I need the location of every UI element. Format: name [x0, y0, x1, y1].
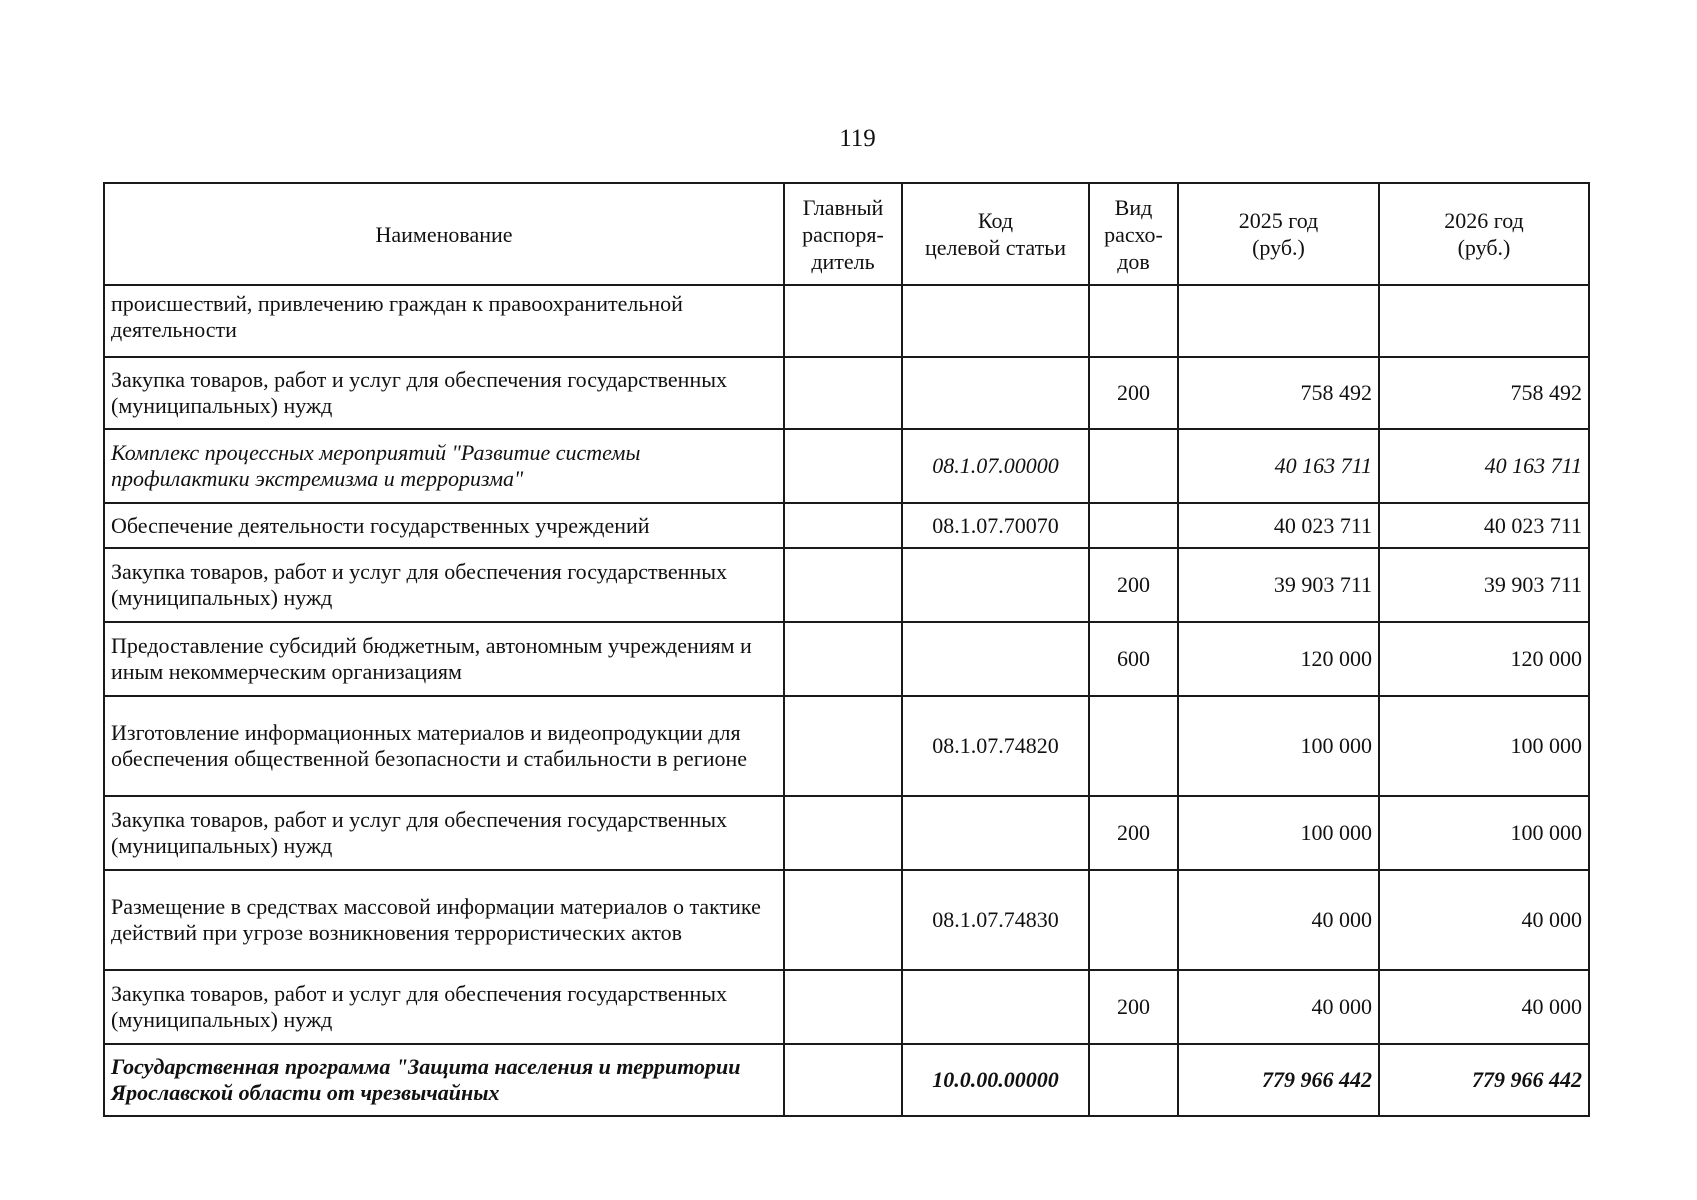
table-header — [104, 183, 1589, 285]
row-code — [902, 357, 1089, 429]
row-2025: 120 000 — [1178, 622, 1379, 696]
row-2025: 39 903 711 — [1178, 548, 1379, 622]
row-type: 600 — [1089, 622, 1178, 696]
row-2025: 779 966 442 — [1178, 1044, 1379, 1116]
table-row — [104, 429, 1589, 503]
row-2025: 40 000 — [1178, 970, 1379, 1044]
row-name: происшествий, привлечению граждан к правоохранительной деятельности — [104, 285, 784, 357]
row-name: Государственная программа "Защита населения и территории Ярославской области от чрезвычайных — [104, 1044, 784, 1116]
header-row — [104, 183, 1589, 285]
row-2026: 100 000 — [1379, 796, 1589, 870]
row-2025: 758 492 — [1178, 357, 1379, 429]
row-name: Закупка товаров, работ и услуг для обеспечения государственных (муниципальных) нужд — [104, 796, 784, 870]
row-2025: 40 023 711 — [1178, 503, 1379, 548]
header-admin-line: Главный — [802, 194, 884, 220]
row-type — [1089, 870, 1178, 970]
table-row — [104, 1044, 1589, 1116]
row-2026 — [1379, 285, 1589, 357]
header-2026-line: (руб.) — [1457, 235, 1511, 260]
row-2026: 39 903 711 — [1379, 548, 1589, 622]
header-type-line: Вид — [1114, 194, 1153, 220]
row-2026: 40 000 — [1379, 870, 1589, 970]
row-type — [1089, 696, 1178, 796]
header-2025-line: 2025 год — [1238, 208, 1319, 233]
table-row — [104, 870, 1589, 970]
row-2025: 40 163 711 — [1178, 429, 1379, 503]
header-type-line: расхо- — [1104, 221, 1163, 247]
header-2026 — [1379, 183, 1589, 285]
row-admin — [784, 696, 902, 796]
row-code — [902, 796, 1089, 870]
row-2025 — [1178, 285, 1379, 357]
row-admin — [784, 870, 902, 970]
row-type — [1089, 429, 1178, 503]
row-2026: 100 000 — [1379, 696, 1589, 796]
row-code: 10.0.00.00000 — [902, 1044, 1089, 1116]
header-code-line: Код — [977, 208, 1014, 233]
row-2026: 779 966 442 — [1379, 1044, 1589, 1116]
header-2025 — [1178, 183, 1379, 285]
row-name: Предоставление субсидий бюджетным, автономным учреждениям и иным некоммерческим организациям — [104, 622, 784, 696]
row-admin — [784, 503, 902, 548]
row-code — [902, 285, 1089, 357]
row-name: Закупка товаров, работ и услуг для обеспечения государственных (муниципальных) нужд — [104, 970, 784, 1044]
row-code — [902, 970, 1089, 1044]
table-row — [104, 696, 1589, 796]
row-2025: 40 000 — [1178, 870, 1379, 970]
header-name: Наименование — [104, 183, 784, 285]
table-row — [104, 548, 1589, 622]
table-row — [104, 970, 1589, 1044]
row-admin — [784, 357, 902, 429]
row-admin — [784, 429, 902, 503]
row-2026: 40 023 711 — [1379, 503, 1589, 548]
row-name: Размещение в средствах массовой информации материалов о тактике действий при угрозе возникновения террористических актов — [104, 870, 784, 970]
row-type: 200 — [1089, 548, 1178, 622]
row-type: 200 — [1089, 970, 1178, 1044]
row-admin — [784, 622, 902, 696]
table-body — [104, 285, 1589, 1116]
table-row — [104, 357, 1589, 429]
row-2025: 100 000 — [1178, 796, 1379, 870]
row-admin — [784, 796, 902, 870]
header-2026-line: 2026 год — [1444, 208, 1524, 233]
row-code: 08.1.07.00000 — [902, 429, 1089, 503]
row-name: Обеспечение деятельности государственных учреждений — [104, 503, 784, 548]
row-code: 08.1.07.74820 — [902, 696, 1089, 796]
header-admin-line: распоря- — [802, 221, 884, 247]
row-type — [1089, 1044, 1178, 1116]
row-admin — [784, 548, 902, 622]
header-type-line: дов — [1117, 248, 1150, 274]
row-type: 200 — [1089, 357, 1178, 429]
row-code: 08.1.07.74830 — [902, 870, 1089, 970]
row-name: Изготовление информационных материалов и видеопродукции для обеспечения общественной безопасности и стабильности в регионе — [104, 696, 784, 796]
row-type — [1089, 285, 1178, 357]
header-admin — [784, 183, 902, 285]
table-row — [104, 503, 1589, 548]
row-name: Закупка товаров, работ и услуг для обеспечения государственных (муниципальных) нужд — [104, 357, 784, 429]
row-admin — [784, 1044, 902, 1116]
row-code — [902, 548, 1089, 622]
row-2026: 120 000 — [1379, 622, 1589, 696]
header-code — [902, 183, 1089, 285]
row-2025: 100 000 — [1178, 696, 1379, 796]
row-admin — [784, 285, 902, 357]
budget-table — [103, 182, 1590, 1117]
row-name: Закупка товаров, работ и услуг для обеспечения государственных (муниципальных) нужд — [104, 548, 784, 622]
page-number: 119 — [839, 125, 876, 152]
header-code-line: целевой статьи — [924, 235, 1067, 260]
table-row — [104, 285, 1589, 357]
row-type: 200 — [1089, 796, 1178, 870]
row-2026: 758 492 — [1379, 357, 1589, 429]
table-row — [104, 622, 1589, 696]
header-2025-line: (руб.) — [1252, 235, 1305, 260]
table-row — [104, 796, 1589, 870]
row-type — [1089, 503, 1178, 548]
row-name: Комплекс процессных мероприятий "Развитие системы профилактики экстремизма и терроризма" — [104, 429, 784, 503]
row-2026: 40 163 711 — [1379, 429, 1589, 503]
row-2026: 40 000 — [1379, 970, 1589, 1044]
row-code: 08.1.07.70070 — [902, 503, 1089, 548]
header-admin-line: дитель — [811, 248, 875, 274]
row-code — [902, 622, 1089, 696]
row-admin — [784, 970, 902, 1044]
header-type — [1089, 183, 1178, 285]
